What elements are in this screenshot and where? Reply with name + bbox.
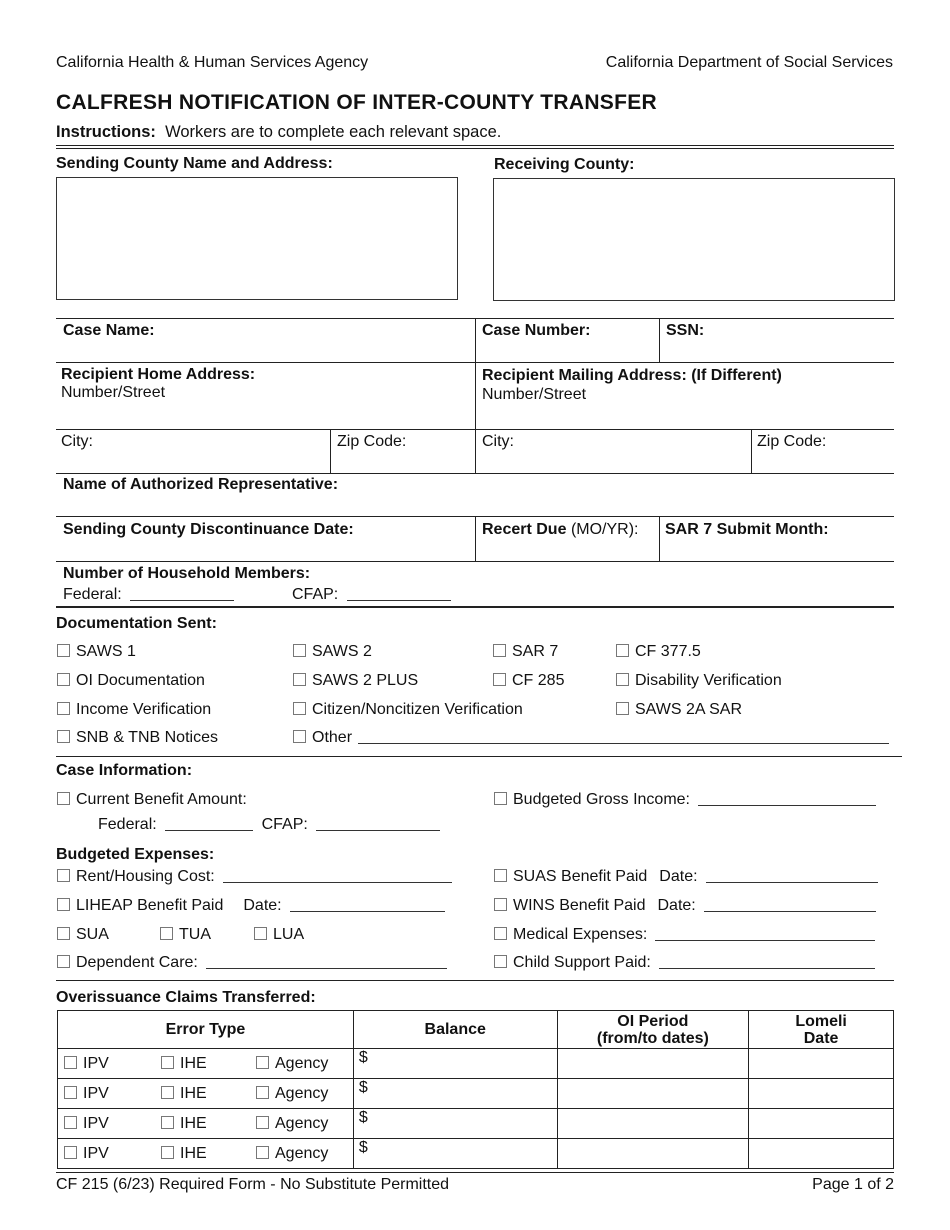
household-cfap-label: CFAP: bbox=[292, 586, 339, 603]
checkbox[interactable] bbox=[57, 673, 70, 686]
doc-disability-verification[interactable]: Disability Verification bbox=[616, 672, 782, 690]
receiving-county-label: Receiving County: bbox=[494, 156, 635, 173]
auth-rep-label: Name of Authorized Representative: bbox=[63, 476, 339, 493]
doc-cf3775[interactable]: CF 377.5 bbox=[616, 643, 701, 661]
wins-date-field[interactable] bbox=[704, 897, 876, 912]
lomeli-date-cell[interactable] bbox=[749, 1139, 894, 1169]
table-row bbox=[58, 1049, 894, 1079]
checkbox[interactable] bbox=[494, 869, 507, 882]
table-header-row bbox=[58, 1011, 894, 1049]
doc-saws2-plus[interactable]: SAWS 2 PLUS bbox=[293, 672, 418, 690]
checkbox[interactable] bbox=[64, 1086, 77, 1099]
doc-other[interactable]: Other bbox=[293, 729, 889, 747]
checkbox[interactable] bbox=[57, 702, 70, 715]
checkbox[interactable] bbox=[161, 1086, 174, 1099]
oi-period-cell[interactable] bbox=[557, 1049, 749, 1079]
wins-benefit[interactable]: WINS Benefit Paid Date: bbox=[494, 897, 876, 915]
suas-date-field[interactable] bbox=[706, 868, 878, 883]
balance-header: Balance bbox=[353, 1011, 557, 1049]
table-row bbox=[58, 1139, 894, 1169]
department-name: California Department of Social Services bbox=[605, 54, 893, 71]
checkbox[interactable] bbox=[494, 792, 507, 805]
doc-sar7[interactable]: SAR 7 bbox=[493, 643, 558, 661]
checkbox[interactable] bbox=[616, 673, 629, 686]
grid-line bbox=[56, 561, 894, 562]
medical-expenses[interactable]: Medical Expenses: bbox=[494, 926, 875, 944]
checkbox[interactable] bbox=[64, 1056, 77, 1069]
mailing-address-label: Recipient Mailing Address: (If Different) bbox=[482, 367, 782, 384]
household-federal-label: Federal: bbox=[63, 586, 122, 603]
grid-line bbox=[330, 429, 331, 473]
divider bbox=[56, 1172, 894, 1173]
checkbox[interactable] bbox=[293, 673, 306, 686]
error-type-cell bbox=[58, 1139, 354, 1169]
grid-line bbox=[659, 516, 660, 561]
tua[interactable]: TUA bbox=[160, 926, 211, 944]
agency-option[interactable]: Agency bbox=[256, 1085, 328, 1103]
page-number: Page 1 of 2 bbox=[812, 1176, 894, 1193]
rent-housing[interactable]: Rent/Housing Cost: bbox=[57, 868, 452, 886]
checkbox[interactable] bbox=[57, 955, 70, 968]
case-info-label: Case Information: bbox=[56, 762, 193, 779]
checkbox[interactable] bbox=[254, 927, 267, 940]
checkbox[interactable] bbox=[64, 1146, 77, 1159]
checkbox[interactable] bbox=[493, 673, 506, 686]
household-federal-field[interactable] bbox=[130, 586, 234, 601]
error-type-cell bbox=[58, 1049, 354, 1079]
sending-county-field[interactable] bbox=[56, 177, 458, 300]
checkbox[interactable] bbox=[293, 730, 306, 743]
home-address-sub: Number/Street bbox=[61, 384, 166, 401]
checkbox[interactable] bbox=[494, 955, 507, 968]
mailing-zip-label: Zip Code: bbox=[757, 433, 827, 450]
sua[interactable]: SUA bbox=[57, 926, 109, 944]
form-title: CALFRESH NOTIFICATION OF INTER-COUNTY TRANSFER bbox=[56, 91, 657, 114]
grid-line bbox=[659, 318, 660, 362]
checkbox[interactable] bbox=[57, 898, 70, 911]
household-federal bbox=[63, 586, 234, 604]
home-address-label: Recipient Home Address: bbox=[61, 366, 256, 383]
ihe-option[interactable]: IHE bbox=[161, 1145, 256, 1163]
ipv-option[interactable]: IPV bbox=[64, 1085, 161, 1103]
case-number-label: Case Number: bbox=[482, 322, 591, 339]
checkbox[interactable] bbox=[256, 1146, 269, 1159]
lomeli-date-cell[interactable] bbox=[749, 1109, 894, 1139]
current-benefit[interactable]: Current Benefit Amount: bbox=[57, 791, 247, 809]
checkbox[interactable] bbox=[160, 927, 173, 940]
benefit-federal-field[interactable] bbox=[165, 816, 253, 831]
checkbox[interactable] bbox=[161, 1146, 174, 1159]
oi-period-header: OI Period (from/to dates) bbox=[557, 1011, 749, 1049]
checkbox[interactable] bbox=[64, 1116, 77, 1129]
ipv-option[interactable]: IPV bbox=[64, 1145, 161, 1163]
docs-label: Documentation Sent: bbox=[56, 615, 217, 632]
checkbox[interactable] bbox=[57, 869, 70, 882]
grid-line bbox=[751, 429, 752, 473]
case-name-label: Case Name: bbox=[63, 322, 155, 339]
checkbox[interactable] bbox=[494, 927, 507, 940]
checkbox[interactable] bbox=[256, 1116, 269, 1129]
suas-benefit[interactable]: SUAS Benefit Paid Date: bbox=[494, 868, 878, 886]
mailing-city-label: City: bbox=[482, 433, 514, 450]
dependent-care-field[interactable] bbox=[206, 954, 447, 969]
doc-other-field[interactable] bbox=[358, 729, 889, 744]
home-zip-label: Zip Code: bbox=[337, 433, 407, 450]
grid-line bbox=[475, 318, 476, 473]
liheap-date-field[interactable] bbox=[290, 897, 445, 912]
recert-due-bold: Recert Due bbox=[482, 521, 567, 538]
checkbox[interactable] bbox=[493, 644, 506, 657]
error-type-cell bbox=[58, 1079, 354, 1109]
oi-period-cell[interactable] bbox=[557, 1079, 749, 1109]
liheap[interactable]: LIHEAP Benefit Paid Date: bbox=[57, 897, 445, 915]
agency-option[interactable]: Agency bbox=[256, 1055, 328, 1073]
checkbox[interactable] bbox=[256, 1056, 269, 1069]
divider bbox=[56, 756, 902, 757]
checkbox[interactable] bbox=[293, 702, 306, 715]
budgeted-gross-income[interactable]: Budgeted Gross Income: bbox=[494, 791, 876, 809]
checkbox[interactable] bbox=[494, 898, 507, 911]
checkbox[interactable] bbox=[256, 1086, 269, 1099]
balance-cell[interactable]: $ bbox=[353, 1109, 557, 1139]
lua[interactable]: LUA bbox=[254, 926, 304, 944]
checkbox[interactable] bbox=[57, 644, 70, 657]
medical-field[interactable] bbox=[655, 926, 875, 941]
lomeli-date-header: Lomeli Date bbox=[749, 1011, 894, 1049]
receiving-county-field[interactable] bbox=[493, 178, 895, 301]
household-cfap-field[interactable] bbox=[347, 586, 451, 601]
error-type-header: Error Type bbox=[58, 1011, 354, 1049]
lomeli-date-cell[interactable] bbox=[749, 1049, 894, 1079]
ihe-option[interactable]: IHE bbox=[161, 1115, 256, 1133]
balance-cell[interactable]: $ bbox=[353, 1079, 557, 1109]
overissuance-label: Overissuance Claims Transferred: bbox=[56, 989, 316, 1006]
sar7-label: SAR 7 Submit Month: bbox=[665, 521, 829, 538]
doc-citizen-verification[interactable]: Citizen/Noncitizen Verification bbox=[293, 701, 523, 719]
home-city-label: City: bbox=[61, 433, 93, 450]
rent-field[interactable] bbox=[223, 868, 452, 883]
agency-name: California Health & Human Services Agency bbox=[56, 54, 369, 71]
table-row bbox=[58, 1109, 894, 1139]
doc-cf285[interactable]: CF 285 bbox=[493, 672, 564, 690]
checkbox[interactable] bbox=[161, 1116, 174, 1129]
current-benefit-federal: Federal: CFAP: bbox=[98, 816, 440, 834]
checkbox[interactable] bbox=[293, 644, 306, 657]
ipv-option[interactable]: IPV bbox=[64, 1055, 161, 1073]
lomeli-date-cell[interactable] bbox=[749, 1079, 894, 1109]
ipv-option[interactable]: IPV bbox=[64, 1115, 161, 1133]
ihe-option[interactable]: IHE bbox=[161, 1055, 256, 1073]
checkbox[interactable] bbox=[57, 730, 70, 743]
household-label: Number of Household Members: bbox=[63, 565, 311, 582]
checkbox[interactable] bbox=[616, 644, 629, 657]
recert-due-format: (MO/YR): bbox=[570, 521, 639, 538]
sending-county-label: Sending County Name and Address: bbox=[56, 155, 333, 172]
instructions-label: Instructions: bbox=[56, 123, 156, 141]
gross-income-field[interactable] bbox=[698, 791, 876, 806]
benefit-cfap-field[interactable] bbox=[316, 816, 440, 831]
doc-saws1[interactable]: SAWS 1 bbox=[57, 643, 136, 661]
overissuance-table bbox=[57, 1010, 894, 1169]
checkbox[interactable] bbox=[161, 1056, 174, 1069]
divider bbox=[56, 980, 894, 981]
agency-option[interactable]: Agency bbox=[256, 1145, 328, 1163]
grid-line bbox=[56, 473, 894, 474]
error-type-cell bbox=[58, 1109, 354, 1139]
grid-line bbox=[56, 606, 894, 608]
doc-saws2[interactable]: SAWS 2 bbox=[293, 643, 372, 661]
ihe-option[interactable]: IHE bbox=[161, 1085, 256, 1103]
form-id: CF 215 (6/23) Required Form - No Substitute Permitted bbox=[56, 1176, 450, 1193]
instructions bbox=[56, 123, 501, 142]
instructions-text: Workers are to complete each relevant space. bbox=[165, 123, 502, 141]
dependent-care[interactable]: Dependent Care: bbox=[57, 954, 447, 972]
discontinuance-label: Sending County Discontinuance Date: bbox=[63, 521, 354, 538]
checkbox[interactable] bbox=[57, 792, 70, 805]
ssn-label: SSN: bbox=[666, 322, 705, 339]
doc-income-verification[interactable]: Income Verification bbox=[57, 701, 211, 719]
divider bbox=[56, 145, 894, 146]
budgeted-expenses-label: Budgeted Expenses: bbox=[56, 846, 215, 863]
grid-line bbox=[475, 516, 476, 561]
agency-option[interactable]: Agency bbox=[256, 1115, 328, 1133]
child-support[interactable]: Child Support Paid: bbox=[494, 954, 875, 972]
mailing-address-sub: Number/Street bbox=[482, 386, 587, 403]
child-support-field[interactable] bbox=[659, 954, 875, 969]
household-cfap bbox=[292, 586, 451, 604]
divider bbox=[56, 148, 894, 149]
balance-cell[interactable]: $ bbox=[353, 1049, 557, 1079]
table-row bbox=[58, 1079, 894, 1109]
checkbox[interactable] bbox=[616, 702, 629, 715]
recert-due-label bbox=[482, 521, 638, 539]
doc-oi-documentation[interactable]: OI Documentation bbox=[57, 672, 205, 690]
balance-cell[interactable]: $ bbox=[353, 1139, 557, 1169]
doc-saws2a-sar[interactable]: SAWS 2A SAR bbox=[616, 701, 742, 719]
doc-snb-tnb[interactable]: SNB & TNB Notices bbox=[57, 729, 218, 747]
oi-period-cell[interactable] bbox=[557, 1139, 749, 1169]
checkbox[interactable] bbox=[57, 927, 70, 940]
oi-period-cell[interactable] bbox=[557, 1109, 749, 1139]
